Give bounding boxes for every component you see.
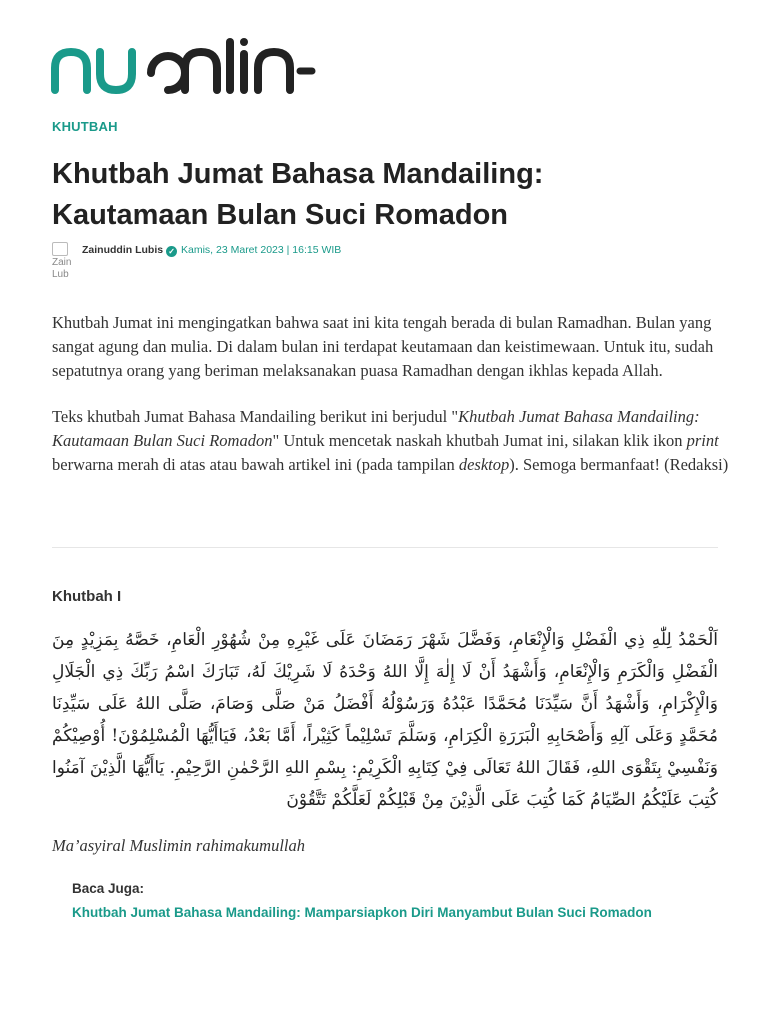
note-desktop-italic: desktop	[458, 455, 510, 474]
note-text-1: Teks khutbah Jumat Bahasa Mandailing berikut ini berjudul "	[52, 407, 459, 426]
intro-paragraph: Khutbah Jumat ini mengingatkan bahwa saat ini kita tengah berada di bulan Ramadhan. Bulan yang sangat agung dan mulia. Di dalam bulan ini terdapat keutamaan dan keistimewaan. Untuk itu, sudah sepatutnya orang yang beriman melaksanakan puasa Ramadhan dengan ikhlas kepada Allah.	[52, 313, 714, 380]
read-also-box	[72, 881, 652, 922]
note-text-2: " Untuk mencetak naskah khutbah Jumat ini, silakan klik ikon	[272, 431, 687, 450]
author-name[interactable]: Zainuddin Lubis	[82, 244, 164, 256]
note-text-4: ). Semoga bermanfaat! (Redaksi)	[509, 455, 729, 474]
article-title	[52, 154, 712, 236]
section-heading: Khutbah I	[52, 588, 122, 605]
author-avatar[interactable]	[52, 242, 72, 288]
article-title-line-1: Khutbah Jumat Bahasa Mandailing:	[52, 158, 544, 190]
article-category[interactable]: KHUTBAH	[52, 119, 118, 134]
section-divider	[52, 547, 718, 548]
editor-note-paragraph	[52, 405, 732, 477]
author-name-wrap[interactable]	[82, 244, 177, 257]
arabic-khutbah-text: اَلْحَمْدُ لِلّٰهِ ذِي الْفَضْلِ وَالْإِنْعَامِ، وَفَضَّلَ شَهْرَ رَمَضَانَ عَلَى غَيْرِهِ مِنْ شُهُوْرِ الْعَامِ، خَصَّهُ بِمَزِيْدٍ مِنَ الْفَضْلِ وَالْكَرَمِ وَالْإِنْعَامِ، وَأَشْهَدُ أَنْ لَا إِلٰهَ إِلَّا اللهُ وَحْدَهُ لَا شَرِيْكَ لَهُ، تَبَارَكَ اسْمُ رَبِّكَ ذِي الْجَلَالِ وَالْإِكْرَامِ، وَأَشْهَدُ أَنَّ سَيِّدَنَا مُحَمَّدًا عَبْدُهُ وَرَسُوْلُهُ أَفْضَلُ مَنْ صَلَّى وَصَامَ، صَلَّى اللهُ عَلَى سَيِّدِنَا مُحَمَّدٍ وَعَلَى آلِهِ وَأَصْحَابِهِ الْبَرَرَةِ الْكِرَامِ، وَسَلَّمَ تَسْلِيْماً كَثِيْراً، أَمَّا بَعْدُ، فَيَاأَيُّهَا الْمُسْلِمُوْنَ! أُوْصِيْكُمْ وَنَفْسِيْ بِتَقْوَى اللهِ، فَقَالَ اللهُ تَعَالَى فِيْ كِتَابِهِ الْكَرِيْمِ: بِسْمِ اللهِ الرَّحْمٰنِ الرَّحِيْمِ. يَاأَيُّهَا الَّذِيْنَ آمَنُوا كُتِبَ عَلَيْكُمُ الصِّيَامُ كَمَا كُتِبَ عَلَى الَّذِيْنَ مِنْ قَبْلِكُمْ لَعَلَّكُمْ تَتَّقُوْنَ	[52, 630, 718, 810]
broken-image-icon	[52, 242, 68, 256]
verified-check-icon: ✓	[166, 246, 177, 257]
note-title-italic: Khutbah Jumat Bahasa Mandailing: Kautamaan Bulan Suci Romadon	[52, 407, 700, 450]
article-title-line-2: Kautamaan Bulan Suci Romadon	[52, 199, 509, 231]
read-also-label: Baca Juga:	[72, 881, 145, 896]
author-avatar-alt: Zain Lub	[52, 257, 72, 280]
salutation-text: Ma’asyiral Muslimin rahimakumullah	[52, 836, 305, 855]
publish-date: Kamis, 23 Maret 2023 | 16:15 WIB	[181, 244, 342, 256]
note-print-italic: print	[686, 431, 719, 450]
article-body	[52, 311, 732, 499]
note-text-3: berwarna merah di atas atau bawah artikel ini (pada tampilan	[52, 455, 459, 474]
nuonline-logo[interactable]	[50, 38, 316, 98]
read-also-link[interactable]: Khutbah Jumat Bahasa Mandailing: Mamparsiapkon Diri Manyambut Bulan Suci Romadon	[72, 905, 652, 920]
